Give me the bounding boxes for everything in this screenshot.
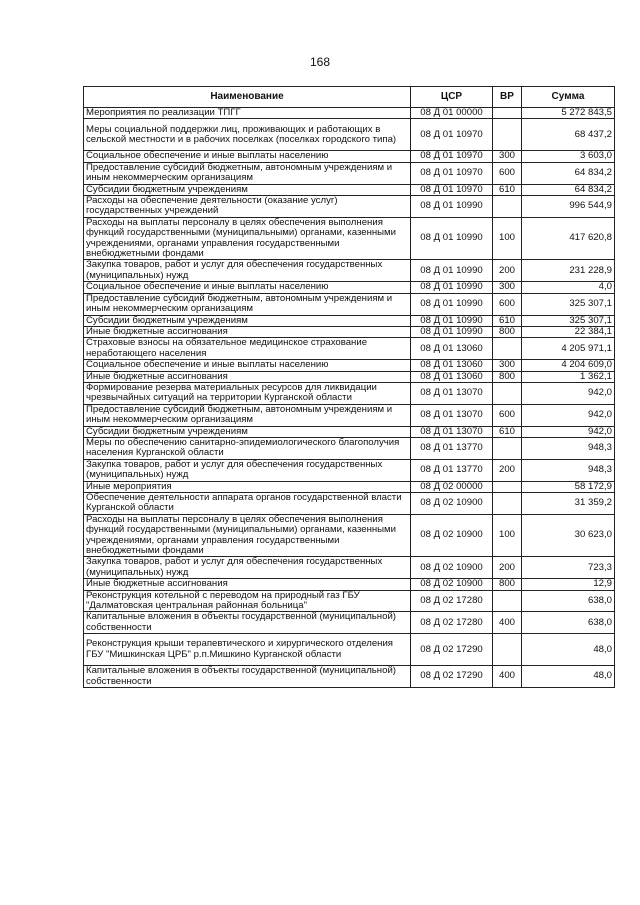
row-vr: 400 <box>493 666 522 688</box>
table-row <box>84 108 615 119</box>
row-sum: 12,9 <box>522 579 615 590</box>
row-vr <box>493 196 522 218</box>
row-sum: 723,3 <box>522 557 615 579</box>
table-row <box>84 426 615 437</box>
row-vr <box>493 108 522 119</box>
row-sum: 30 623,0 <box>522 514 615 557</box>
row-csr: 08 Д 01 13060 <box>411 371 493 382</box>
row-sum: 417 620,8 <box>522 217 615 260</box>
row-name: Расходы на обеспечение деятельности (оказание услуг) государственных учреждений <box>84 196 411 218</box>
row-vr: 610 <box>493 184 522 195</box>
row-csr: 08 Д 01 10990 <box>411 293 493 315</box>
row-sum: 22 384,1 <box>522 326 615 337</box>
row-sum: 5 272 843,5 <box>522 108 615 119</box>
table-row <box>84 590 615 612</box>
row-sum: 64 834,2 <box>522 162 615 184</box>
row-sum: 325 307,1 <box>522 293 615 315</box>
row-name: Мероприятия по реализации ТПГГ <box>84 108 411 119</box>
row-name: Иные мероприятия <box>84 481 411 492</box>
table-row <box>84 196 615 218</box>
row-csr: 08 Д 01 13060 <box>411 338 493 360</box>
row-name: Субсидии бюджетным учреждениям <box>84 184 411 195</box>
row-name: Реконструкция крыши терапевтического и хирургического отделения ГБУ "Мишкинская ЦРБ" р.п.Мишкино Курганской области <box>84 634 411 666</box>
row-vr: 400 <box>493 612 522 634</box>
row-csr: 08 Д 02 10900 <box>411 493 493 515</box>
table-row <box>84 404 615 426</box>
row-sum: 638,0 <box>522 590 615 612</box>
row-csr: 08 Д 01 10970 <box>411 162 493 184</box>
table-row <box>84 119 615 151</box>
row-name: Капитальные вложения в объекты государственной (муниципальной) собственности <box>84 666 411 688</box>
row-name: Предоставление субсидий бюджетным, автономным учреждениям и иным некоммерческим организациям <box>84 404 411 426</box>
row-sum: 48,0 <box>522 634 615 666</box>
row-sum: 64 834,2 <box>522 184 615 195</box>
row-vr: 100 <box>493 514 522 557</box>
row-sum: 948,3 <box>522 437 615 459</box>
table-row <box>84 360 615 371</box>
row-vr: 800 <box>493 371 522 382</box>
row-name: Субсидии бюджетным учреждениям <box>84 315 411 326</box>
row-csr: 08 Д 01 13070 <box>411 426 493 437</box>
row-vr: 300 <box>493 282 522 293</box>
row-vr: 300 <box>493 151 522 162</box>
row-vr <box>493 590 522 612</box>
row-name: Иные бюджетные ассигнования <box>84 371 411 382</box>
row-sum: 942,0 <box>522 404 615 426</box>
header-sum: Сумма <box>522 87 615 108</box>
row-name: Меры по обеспечению санитарно-эпидемиологического благополучия населения Курганской области <box>84 437 411 459</box>
row-name: Социальное обеспечение и иные выплаты населению <box>84 151 411 162</box>
row-sum: 1 362,1 <box>522 371 615 382</box>
row-csr: 08 Д 02 17290 <box>411 634 493 666</box>
table-row <box>84 437 615 459</box>
table-row <box>84 481 615 492</box>
row-sum: 4 205 971,1 <box>522 338 615 360</box>
row-name: Закупка товаров, работ и услуг для обеспечения государственных (муниципальных) нужд <box>84 557 411 579</box>
table-row <box>84 579 615 590</box>
header-vr: ВР <box>493 87 522 108</box>
row-sum: 31 359,2 <box>522 493 615 515</box>
row-csr: 08 Д 01 13770 <box>411 459 493 481</box>
table-row <box>84 184 615 195</box>
row-vr <box>493 634 522 666</box>
table-row <box>84 371 615 382</box>
row-csr: 08 Д 02 17290 <box>411 666 493 688</box>
row-csr: 08 Д 01 10970 <box>411 184 493 195</box>
table-row <box>84 634 615 666</box>
table-row <box>84 612 615 634</box>
table-row <box>84 666 615 688</box>
row-vr: 600 <box>493 162 522 184</box>
row-name: Социальное обеспечение и иные выплаты населению <box>84 282 411 293</box>
row-name: Закупка товаров, работ и услуг для обеспечения государственных (муниципальных) нужд <box>84 459 411 481</box>
row-sum: 942,0 <box>522 382 615 404</box>
row-sum: 68 437,2 <box>522 119 615 151</box>
row-csr: 08 Д 02 10900 <box>411 557 493 579</box>
page-number: 168 <box>309 55 331 69</box>
table-row <box>84 282 615 293</box>
row-sum: 4,0 <box>522 282 615 293</box>
row-sum: 948,3 <box>522 459 615 481</box>
row-csr: 08 Д 01 10990 <box>411 260 493 282</box>
row-name: Расходы на выплаты персоналу в целях обеспечения выполнения функций государственными (муниципальными) органами, казенными учреждениями, органами управления государственными внебюджетными фондами <box>84 217 411 260</box>
row-sum: 58 172,9 <box>522 481 615 492</box>
row-vr: 200 <box>493 557 522 579</box>
row-name: Обеспечение деятельности аппарата органов государственной власти Курганской области <box>84 493 411 515</box>
row-vr: 610 <box>493 315 522 326</box>
row-vr: 300 <box>493 360 522 371</box>
table-row <box>84 315 615 326</box>
row-name: Предоставление субсидий бюджетным, автономным учреждениям и иным некоммерческим организациям <box>84 293 411 315</box>
table-row <box>84 514 615 557</box>
row-sum: 942,0 <box>522 426 615 437</box>
row-csr: 08 Д 01 10990 <box>411 315 493 326</box>
row-vr <box>493 338 522 360</box>
row-name: Иные бюджетные ассигнования <box>84 326 411 337</box>
row-name: Страховые взносы на обязательное медицинское страхование неработающего населения <box>84 338 411 360</box>
row-vr: 600 <box>493 293 522 315</box>
table-header-row <box>84 87 615 108</box>
row-csr: 08 Д 01 13060 <box>411 360 493 371</box>
table-row <box>84 260 615 282</box>
table-row <box>84 293 615 315</box>
table-row <box>84 162 615 184</box>
row-vr <box>493 119 522 151</box>
row-csr: 08 Д 01 10990 <box>411 282 493 293</box>
row-csr: 08 Д 01 13070 <box>411 404 493 426</box>
table-row <box>84 382 615 404</box>
row-sum: 325 307,1 <box>522 315 615 326</box>
row-csr: 08 Д 02 10900 <box>411 514 493 557</box>
row-csr: 08 Д 01 13070 <box>411 382 493 404</box>
row-vr <box>493 437 522 459</box>
row-name: Субсидии бюджетным учреждениям <box>84 426 411 437</box>
row-name: Формирование резерва материальных ресурсов для ликвидации чрезвычайных ситуаций на территории Курганской области <box>84 382 411 404</box>
row-sum: 231 228,9 <box>522 260 615 282</box>
row-csr: 08 Д 01 10970 <box>411 151 493 162</box>
table-row <box>84 557 615 579</box>
row-name: Расходы на выплаты персоналу в целях обеспечения выполнения функций государственными (муниципальными) органами, казенными учреждениями, органами управления государственными внебюджетными фондами <box>84 514 411 557</box>
row-sum: 4 204 609,0 <box>522 360 615 371</box>
row-vr: 200 <box>493 459 522 481</box>
row-vr: 610 <box>493 426 522 437</box>
row-vr <box>493 382 522 404</box>
header-csr: ЦСР <box>411 87 493 108</box>
row-vr <box>493 493 522 515</box>
row-vr: 800 <box>493 326 522 337</box>
row-sum: 48,0 <box>522 666 615 688</box>
row-name: Капитальные вложения в объекты государственной (муниципальной) собственности <box>84 612 411 634</box>
row-sum: 3 603,0 <box>522 151 615 162</box>
row-name: Реконструкция котельной с переводом на природный газ ГБУ "Далматовская центральная районная больница" <box>84 590 411 612</box>
row-vr: 800 <box>493 579 522 590</box>
row-csr: 08 Д 02 00000 <box>411 481 493 492</box>
row-csr: 08 Д 02 17280 <box>411 590 493 612</box>
row-vr: 100 <box>493 217 522 260</box>
table-row <box>84 338 615 360</box>
row-vr: 200 <box>493 260 522 282</box>
row-name: Меры социальной поддержки лиц, проживающих и работающих в сельской местности и в рабочих поселках (поселках городского типа) <box>84 119 411 151</box>
table-row <box>84 217 615 260</box>
row-name: Социальное обеспечение и иные выплаты населению <box>84 360 411 371</box>
header-name: Наименование <box>84 87 411 108</box>
table-row <box>84 326 615 337</box>
row-csr: 08 Д 02 10900 <box>411 579 493 590</box>
table-row <box>84 151 615 162</box>
row-csr: 08 Д 01 00000 <box>411 108 493 119</box>
row-name: Предоставление субсидий бюджетным, автономным учреждениям и иным некоммерческим организациям <box>84 162 411 184</box>
row-sum: 996 544,9 <box>522 196 615 218</box>
row-csr: 08 Д 01 10990 <box>411 217 493 260</box>
table-row <box>84 459 615 481</box>
row-csr: 08 Д 01 10990 <box>411 196 493 218</box>
row-vr: 600 <box>493 404 522 426</box>
budget-table <box>83 86 615 688</box>
row-csr: 08 Д 01 10990 <box>411 326 493 337</box>
row-name: Закупка товаров, работ и услуг для обеспечения государственных (муниципальных) нужд <box>84 260 411 282</box>
row-csr: 08 Д 02 17280 <box>411 612 493 634</box>
row-csr: 08 Д 01 10970 <box>411 119 493 151</box>
row-sum: 638,0 <box>522 612 615 634</box>
row-csr: 08 Д 01 13770 <box>411 437 493 459</box>
row-vr <box>493 481 522 492</box>
table-row <box>84 493 615 515</box>
row-name: Иные бюджетные ассигнования <box>84 579 411 590</box>
